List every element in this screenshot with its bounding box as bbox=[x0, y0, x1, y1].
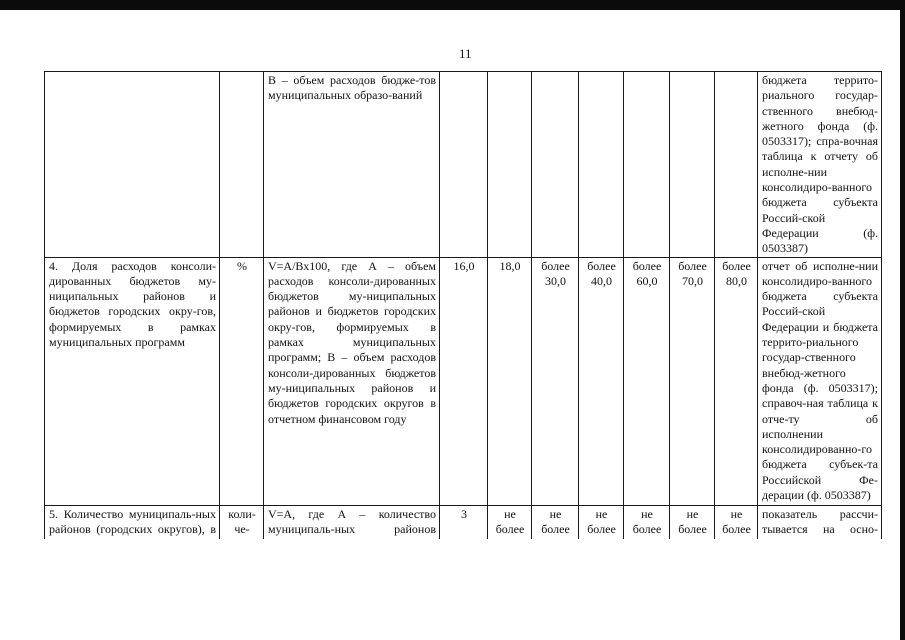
formula-cell: V=А, где А – количество муниципаль-ных районов bbox=[264, 505, 440, 553]
value-cell: не более bbox=[532, 505, 579, 553]
value-cell bbox=[670, 72, 715, 258]
formula-cell: В – объем расходов бюдже-тов муниципальных образо-ваний bbox=[264, 72, 440, 258]
page-number: 11 bbox=[459, 46, 472, 61]
indicator-cell: 4. Доля расходов консоли-дированных бюджетов му-ниципальных районов и бюджетов городских окру-гов, формируемых в рамках муниципальных программ bbox=[45, 257, 220, 505]
unit-cell: коли-че- bbox=[220, 505, 264, 553]
value-cell bbox=[440, 72, 488, 258]
value-cell: более 80,0 bbox=[715, 257, 758, 505]
value-cell: более 70,0 bbox=[670, 257, 715, 505]
value-cell: более 60,0 bbox=[624, 257, 670, 505]
source-cell: отчет об исполне-нии консолидиро-ванного бюджета субъекта Россий-ской Федерации и бюджета террито-риального государ-ственного внебюд-жетного фонда (ф. 0503317); справоч-ная таблица к отче-ту об исполнении консолидированно-го бюджета субъек-та Российской Фе-дерации (ф. 0503387) bbox=[758, 257, 882, 505]
value-cell: 16,0 bbox=[440, 257, 488, 505]
value-cell: не более bbox=[715, 505, 758, 553]
scan-right-border bbox=[900, 0, 905, 640]
source-cell: показатель рассчи-тывается на осно- bbox=[758, 505, 882, 553]
value-cell bbox=[579, 72, 624, 258]
unit-cell: % bbox=[220, 257, 264, 505]
value-cell: не более bbox=[670, 505, 715, 553]
formula-cell: V=А/Вх100, где А – объем расходов консоли-дированных бюджетов му-ниципальных районов и бюджетов городских окру-гов, формируемых в рамках муниципальных программ; В – объем расходов консоли-дированных бюджетов му-ниципальных районов и бюджетов городских округов в отчетном финансовом году bbox=[264, 257, 440, 505]
page-bottom-margin bbox=[44, 539, 882, 640]
value-cell: более 30,0 bbox=[532, 257, 579, 505]
value-cell bbox=[624, 72, 670, 258]
indicator-cell: 5. Количество муниципаль-ных районов (городских округов), в bbox=[45, 505, 220, 553]
table-row bbox=[45, 72, 882, 258]
value-cell: более 40,0 bbox=[579, 257, 624, 505]
value-cell: не более bbox=[579, 505, 624, 553]
unit-cell bbox=[220, 72, 264, 258]
indicator-table bbox=[44, 71, 882, 553]
value-cell: 18,0 bbox=[488, 257, 532, 505]
value-cell: не более bbox=[488, 505, 532, 553]
value-cell: 3 bbox=[440, 505, 488, 553]
value-cell bbox=[488, 72, 532, 258]
table-row bbox=[45, 257, 882, 505]
value-cell bbox=[532, 72, 579, 258]
source-cell: бюджета террито-риального государ-ственного внебюд-жетного фонда (ф. 0503317); спра-вочная таблица к отчету об исполне-нии консолидиро-ванного бюджета субъекта Россий-ской Федерации (ф. 0503387) bbox=[758, 72, 882, 258]
value-cell bbox=[715, 72, 758, 258]
value-cell: не более bbox=[624, 505, 670, 553]
scan-top-border bbox=[0, 0, 905, 10]
indicator-cell bbox=[45, 72, 220, 258]
